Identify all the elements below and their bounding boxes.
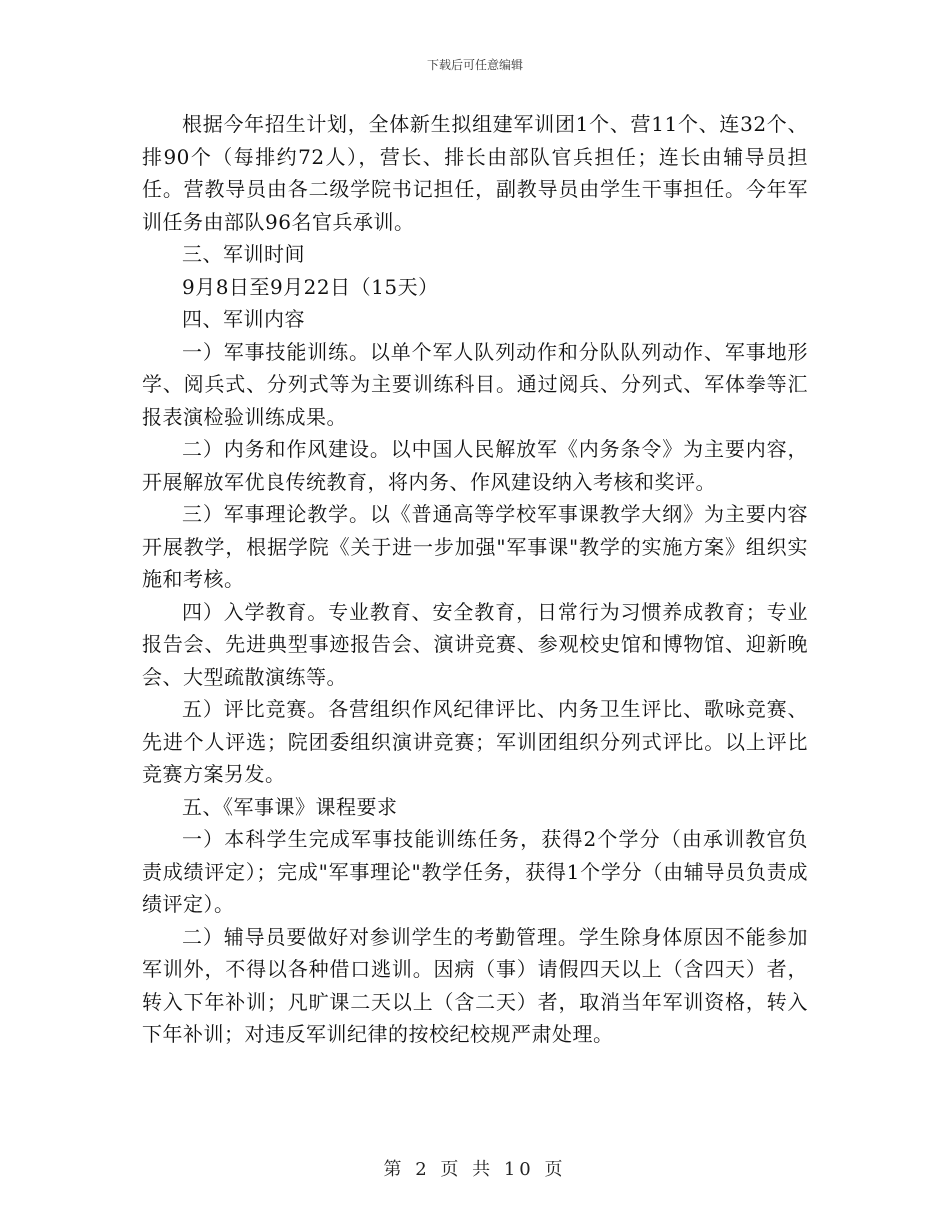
paragraph-competitions: 五）评比竞赛。各营组织作风纪律评比、内务卫生评比、歌咏竞赛、先进个人评选；院团委组织演讲竞赛；军训团组织分列式评比。以上评比竞赛方案另发。: [142, 697, 808, 786]
document-body: [142, 108, 808, 1051]
paragraph-attendance: 二）辅导员要做好对参训学生的考勤管理。学生除身体原因不能参加军训外，不得以各种借口逃训。因病（事）请假四天以上（含四天）者，转入下年补训；凡旷课二天以上（含二天）者，取消当年军训资格，转入下年补训；对违反军训纪律的按校纪校规严肃处理。: [142, 924, 808, 1046]
page-number-footer: 第 2 页 共 10 页: [383, 1159, 567, 1180]
page-header: 下载后可任意编辑: [426, 58, 523, 72]
paragraph-military-skills: 一）军事技能训练。以单个军人队列动作和分队队列动作、军事地形学、阅兵式、分列式等为主要训练科目。通过阅兵、分列式、军体拳等汇报表演检验训练成果。: [142, 339, 808, 429]
section-heading-course-requirements: 五、《军事课》课程要求: [182, 794, 398, 819]
section-heading-training-time: 三、军训时间: [182, 242, 305, 266]
section-heading-training-content: 四、军训内容: [182, 307, 305, 331]
paragraph-credits: 一）本科学生完成军事技能训练任务，获得2个学分（由承训教官负责成绩评定）；完成"军事理论"教学任务，获得1个学分（由辅导员负责成绩评定）。: [142, 827, 808, 916]
paragraph-internal-affairs: 二）内务和作风建设。以中国人民解放军《内务条令》为主要内容，开展解放军优良传统教育，将内务、作风建设纳入考核和奖评。: [142, 437, 808, 494]
paragraph-training-dates: 9月8日至9月22日（15天）: [182, 274, 439, 299]
paragraph-military-theory: 三）军事理论教学。以《普通高等学校军事课教学大纲》为主要内容开展教学，根据学院《关于进一步加强"军事课"教学的实施方案》组织实施和考核。: [142, 502, 808, 591]
paragraph-organization: 根据今年招生计划，全体新生拟组建军训团1个、营11个、连32个、排90个（每排约72人），营长、排长由部队官兵担任；连长由辅导员担任。营教导员由各二级学院书记担任，副教导员由学生干事担任。今年军训任务由部队96名官兵承训。: [142, 112, 808, 234]
paragraph-enrollment-education: 四）入学教育。专业教育、安全教育，日常行为习惯养成教育；专业报告会、先进典型事迹报告会、演讲竞赛、参观校史馆和博物馆、迎新晚会、大型疏散演练等。: [142, 599, 808, 689]
